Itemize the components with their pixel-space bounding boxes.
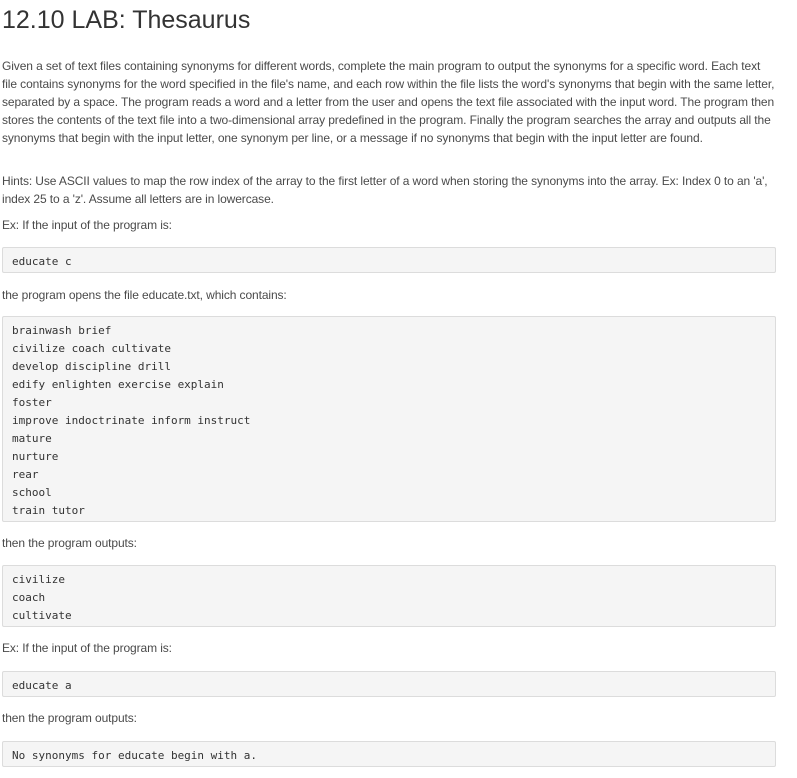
code-line: brainwash brief	[12, 324, 112, 337]
example1-output-code	[2, 565, 776, 627]
code-line: educate c	[12, 255, 72, 268]
code-line: train tutor	[12, 504, 85, 517]
code-line: educate a	[12, 679, 72, 692]
code-line: foster	[12, 396, 52, 409]
example2-input-code	[2, 671, 776, 697]
example1-file-label: the program opens the file educate.txt, which contains:	[2, 288, 287, 302]
code-line: nurture	[12, 450, 59, 463]
page-title: 12.10 LAB: Thesaurus	[2, 6, 251, 34]
code-line: cultivate	[12, 609, 72, 622]
code-line: develop discipline drill	[12, 360, 171, 373]
code-line: improve indoctrinate inform instruct	[12, 414, 251, 427]
example2-input-label: Ex: If the input of the program is:	[2, 641, 172, 655]
example1-input-code	[2, 247, 776, 273]
example1-file-code	[2, 316, 776, 522]
hints-paragraph: Hints: Use ASCII values to map the row index of the array to the first letter of a word when storing the synonyms into the array. Ex: Index 0 to an 'a', index 25 to a 'z'. Assume all letters are in lowercase.	[2, 174, 768, 206]
intro-paragraph: Given a set of text files containing synonyms for different words, complete the main program to output the synonyms for a specific word. Each text file contains synonyms for the word specified in the file's name, and each row within the file lists the word's synonyms that begin with the same letter, separated by a space. The program reads a word and a letter from the user and opens the text file associated with the input word. The program then stores the contents of the text file into a two-dimensional array predefined in the program. Finally the program searches the array and outputs all the synonyms that begin with the input letter, one synonym per line, or a message if no synonyms that begin with the input letter are found.	[2, 59, 775, 145]
example2-output-code	[2, 741, 776, 767]
code-line: coach	[12, 591, 46, 604]
code-line: No synonyms for educate begin with a.	[12, 749, 258, 762]
example1-output-label: then the program outputs:	[2, 536, 137, 550]
code-line: civilize	[12, 573, 65, 586]
code-line: edify enlighten exercise explain	[12, 378, 224, 391]
code-line: mature	[12, 432, 52, 445]
code-line: school	[12, 486, 52, 499]
example1-input-label: Ex: If the input of the program is:	[2, 218, 172, 232]
example2-output-label: then the program outputs:	[2, 711, 137, 725]
code-line: rear	[12, 468, 39, 481]
code-line: civilize coach cultivate	[12, 342, 171, 355]
